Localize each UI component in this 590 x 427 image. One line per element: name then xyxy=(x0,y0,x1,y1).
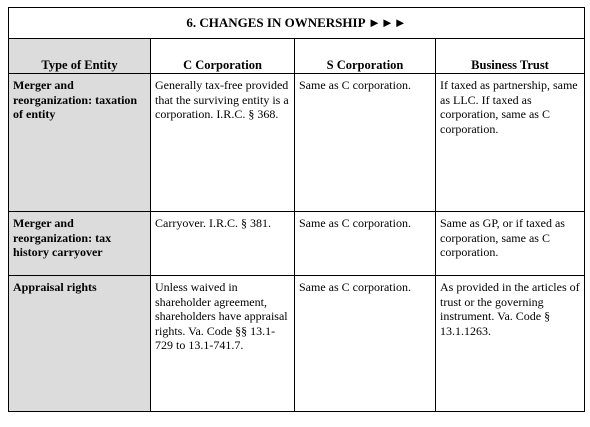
row-label: Merger and reorganization: tax history carryover xyxy=(9,212,151,276)
column-header-c-corporation: C Corporation xyxy=(151,55,295,74)
table-row xyxy=(9,212,585,276)
s-corporation-cell: Same as C corporation. xyxy=(295,212,436,276)
ownership-changes-table xyxy=(8,7,585,412)
title-row xyxy=(9,8,585,39)
table-row xyxy=(9,74,585,212)
business-trust-cell: Same as GP, or if taxed as corporation, same as C corporation. xyxy=(436,212,585,276)
c-corporation-cell: Unless waived in shareholder agreement, shareholders have appraisal rights. Va. Code §§ 13.1-729 to 13.1-741.7. xyxy=(151,276,295,412)
row-label: Merger and reorganization: taxation of entity xyxy=(9,74,151,212)
s-corporation-cell: Same as C corporation. xyxy=(295,276,436,412)
spacer-cell-label xyxy=(9,39,151,56)
business-trust-cell: As provided in the articles of trust or the governing instrument. Va. Code § 13.1.1263. xyxy=(436,276,585,412)
c-corporation-cell: Carryover. I.R.C. § 381. xyxy=(151,212,295,276)
column-header-business-trust: Business Trust xyxy=(436,55,585,74)
spacer-row xyxy=(9,39,585,56)
column-header-type-of-entity: Type of Entity xyxy=(9,55,151,74)
row-label: Appraisal rights xyxy=(9,276,151,412)
table-title: 6. CHANGES IN OWNERSHIP ►►► xyxy=(9,8,585,39)
spacer-cell xyxy=(151,39,295,56)
business-trust-cell: If taxed as partnership, same as LLC. If taxed as corporation, same as C corporation. xyxy=(436,74,585,212)
spacer-cell xyxy=(436,39,585,56)
c-corporation-cell: Generally tax-free provided that the surviving entity is a corporation. I.R.C. § 368. xyxy=(151,74,295,212)
table-row xyxy=(9,276,585,412)
header-row xyxy=(9,55,585,74)
s-corporation-cell: Same as C corporation. xyxy=(295,74,436,212)
spacer-cell xyxy=(295,39,436,56)
column-header-s-corporation: S Corporation xyxy=(295,55,436,74)
